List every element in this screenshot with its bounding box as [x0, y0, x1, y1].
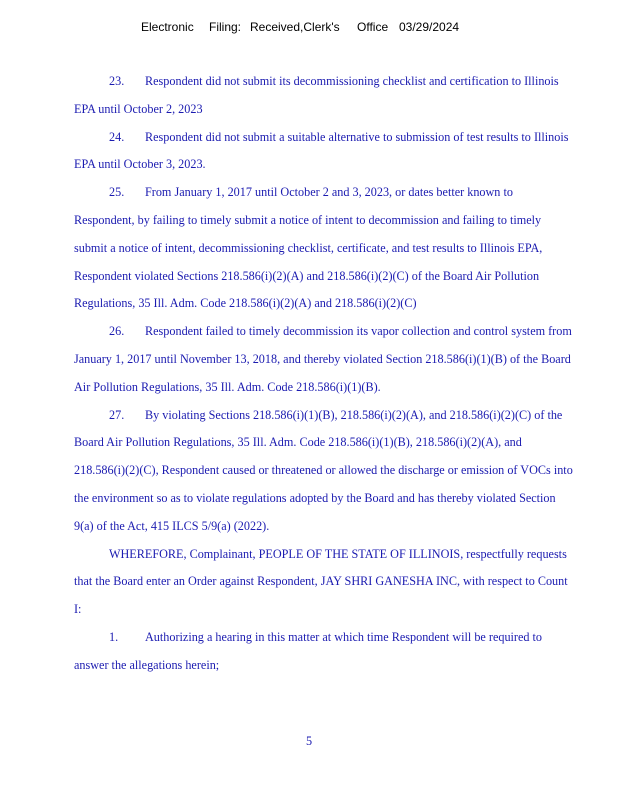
paragraph-number: 26.	[109, 324, 125, 339]
document-body	[74, 68, 574, 680]
paragraph-text: From January 1, 2017 until October 2 and 3, 2023, or dates better known to Respondent, by failing to timely submit a notice of intent to decommission and failing to timely submit a notice of intent, decommissioning checklist, certificate, and test results to Illinois EPA, Respondent violated Sections 218.586(i)(2)(A) and 218.586(i)(2)(C) of the Board Air Pollution Regulations, 35 Ill. Adm. Code 218.586(i)(2)(A) and 218.586(i)(2)(C)	[74, 185, 543, 311]
header-office: Office	[357, 20, 389, 34]
header-date: 03/29/2024	[399, 20, 460, 34]
paragraph-text: Respondent did not submit its decommissioning checklist and certification to Illinois EPA until October 2, 2023	[74, 74, 559, 116]
relief-item-1	[74, 624, 574, 680]
paragraph-25	[74, 179, 574, 318]
header-filing: Filing:	[209, 20, 242, 34]
header-electronic: Electronic	[141, 20, 194, 34]
page-number: 5	[305, 734, 313, 748]
paragraph-26	[74, 318, 574, 401]
paragraph-24	[74, 124, 574, 180]
relief-number: 1.	[109, 629, 119, 644]
paragraph-text: By violating Sections 218.586(i)(1)(B), 218.586(i)(2)(A), and 218.586(i)(2)(C) of the Board Air Pollution Regulations, 35 Ill. Adm. Code 218.586(i)(1)(B), 218.586(i)(2)(A), and 218.586(i)(2)(C), Respondent caused or threatened or allowed the discharge or emission of VOCs into the environment so as to violate regulations adopted by the Board and has thereby violated Section 9(a) of the Act, 415 ILCS 5/9(a) (2022).	[74, 407, 573, 533]
paragraph-number: 25.	[109, 185, 125, 200]
paragraph-23	[74, 68, 574, 124]
paragraph-text: Respondent failed to timely decommission its vapor collection and control system from January 1, 2017 until November 13, 2018, and thereby violated Section 218.586(i)(1)(B) of the Board Air Pollution Regulations, 35 Ill. Adm. Code 218.586(i)(1)(B).	[74, 324, 572, 394]
paragraph-number: 27.	[109, 407, 125, 422]
paragraph-text: Respondent did not submit a suitable alternative to submission of test results to Illinois EPA until October 3, 2023.	[74, 129, 569, 172]
paragraph-number: 24.	[109, 129, 125, 144]
paragraph-27	[74, 402, 574, 541]
wherefore-clause: WHEREFORE, Complainant, PEOPLE OF THE STATE OF ILLINOIS, respectfully requests that the Board enter an Order against Respondent, JAY SHRI GANESHA INC, with respect to Count I:	[74, 546, 568, 617]
header-received: Received,Clerk's	[250, 20, 340, 34]
relief-text: Authorizing a hearing in this matter at which time Respondent will be required to answer the allegations herein;	[74, 629, 543, 672]
paragraph-number: 23.	[109, 74, 125, 88]
